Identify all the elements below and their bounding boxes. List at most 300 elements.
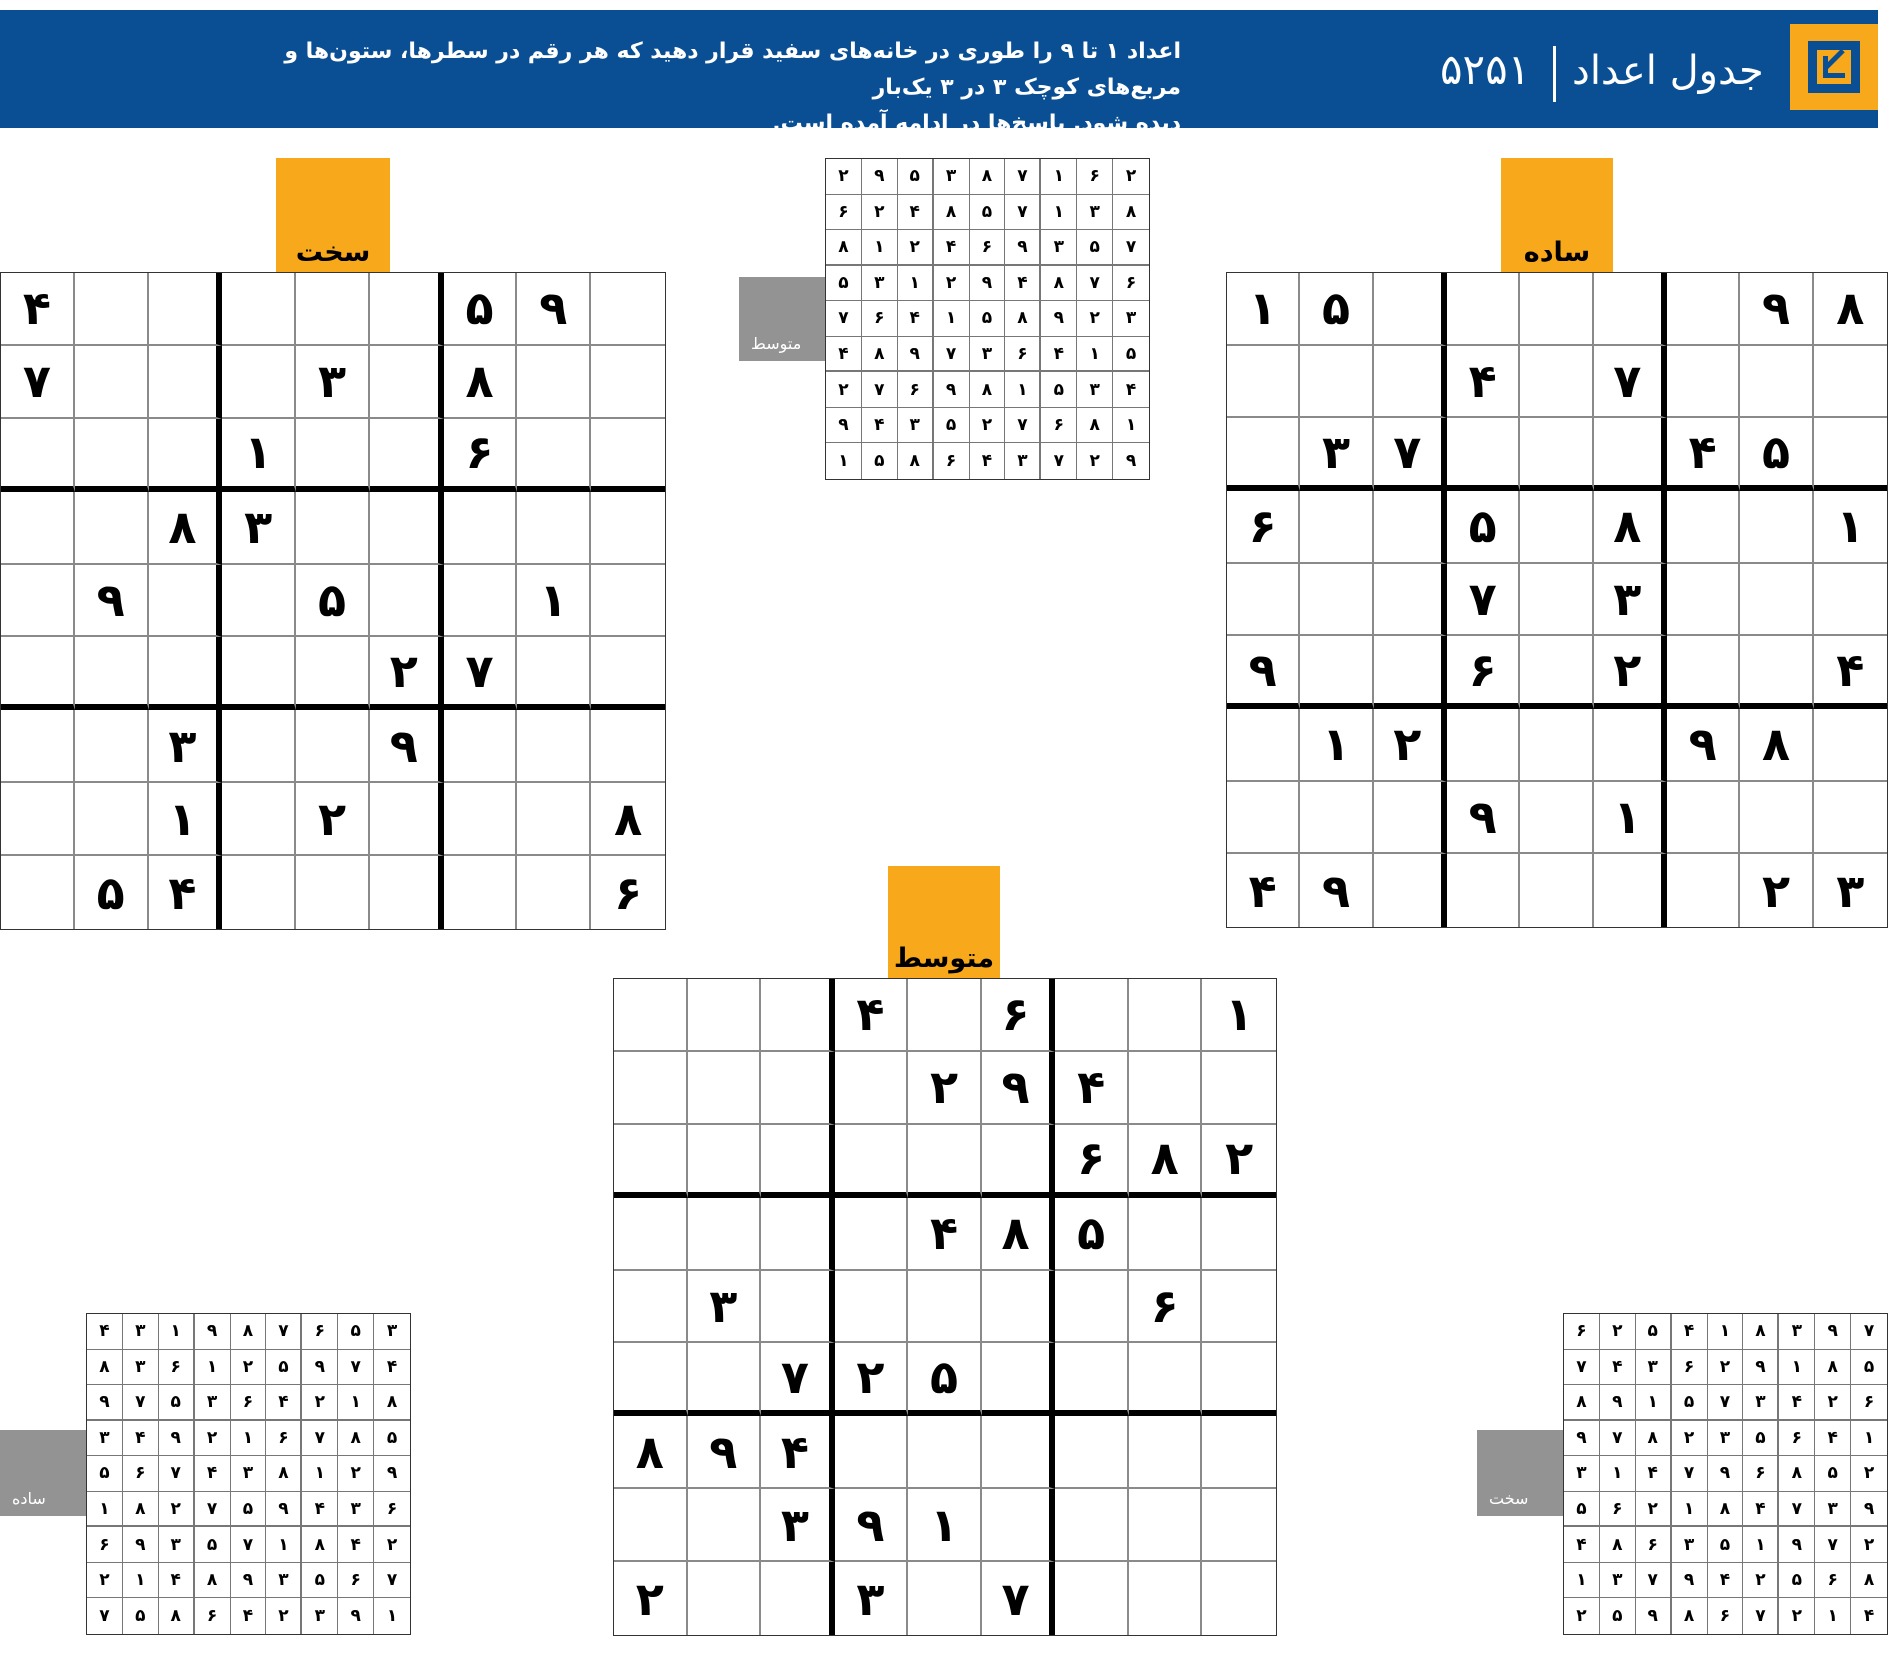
grid-cell: ۴ (1743, 1492, 1779, 1528)
grid-cell[interactable] (1374, 273, 1447, 346)
grid-cell[interactable] (591, 492, 665, 565)
grid-cell[interactable] (1374, 346, 1447, 419)
grid-cell: ۸ (1708, 1492, 1744, 1528)
grid-cell: ۳ (374, 1314, 410, 1350)
grid-cell: ۶ (159, 1350, 195, 1386)
grid-cell[interactable] (1202, 1052, 1276, 1125)
grid-cell: ۹ (87, 1385, 123, 1421)
grid-cell[interactable] (1129, 1343, 1203, 1416)
grid-cell[interactable] (614, 1271, 688, 1344)
grid-cell[interactable] (1202, 1271, 1276, 1344)
grid-cell: ۴ (1, 273, 75, 346)
grid-cell: ۵ (1636, 1314, 1672, 1350)
grid-cell: ۷ (1708, 1385, 1744, 1421)
grid-cell[interactable] (149, 419, 223, 492)
grid-cell: ۵ (1600, 1598, 1636, 1634)
grid-cell: ۵ (1564, 1492, 1600, 1528)
grid-cell[interactable] (591, 637, 665, 710)
grid-cell[interactable] (517, 419, 591, 492)
grid-cell[interactable] (370, 346, 444, 419)
grid-cell: ۴ (231, 1598, 267, 1634)
grid-cell: ۴ (1227, 854, 1300, 927)
grid-cell: ۸ (1564, 1385, 1600, 1421)
grid-cell: ۲ (1077, 443, 1113, 479)
grid-cell[interactable] (1814, 564, 1887, 637)
grid-cell[interactable] (517, 783, 591, 856)
grid-cell: ۱ (1672, 1492, 1708, 1528)
grid-cell[interactable] (1, 492, 75, 565)
grid-cell[interactable] (1447, 709, 1520, 782)
grid-cell[interactable] (688, 1052, 762, 1125)
grid-cell[interactable] (908, 1416, 982, 1489)
grid-cell: ۲ (1672, 1421, 1708, 1457)
grid-cell: ۷ (982, 1562, 1056, 1635)
grid-cell[interactable] (75, 419, 149, 492)
grid-cell: ۱ (159, 1314, 195, 1350)
grid-cell[interactable] (591, 565, 665, 638)
grid-cell: ۳ (1077, 195, 1113, 231)
grid-cell: ۷ (302, 1421, 338, 1457)
grid-cell[interactable] (761, 1271, 835, 1344)
grid-cell: ۶ (862, 301, 898, 337)
grid-cell: ۴ (1041, 337, 1077, 373)
grid-cell: ۷ (761, 1343, 835, 1416)
grid-cell[interactable] (1, 637, 75, 710)
grid-cell[interactable] (1202, 1198, 1276, 1271)
grid-cell: ۸ (159, 1598, 195, 1634)
grid-cell: ۸ (982, 1198, 1056, 1271)
grid-cell: ۷ (1743, 1598, 1779, 1634)
grid-cell[interactable] (1129, 1052, 1203, 1125)
grid-cell[interactable] (688, 1562, 762, 1635)
grid-cell: ۵ (1300, 273, 1373, 346)
grid-cell[interactable] (1740, 564, 1813, 637)
grid-cell[interactable] (1740, 346, 1813, 419)
grid-cell[interactable] (296, 637, 370, 710)
grid-cell[interactable] (296, 710, 370, 783)
grid-cell[interactable] (761, 1125, 835, 1198)
grid-cell[interactable] (1227, 564, 1300, 637)
grid-cell: ۶ (826, 195, 862, 231)
grid-cell: ۱ (908, 1489, 982, 1562)
grid-cell[interactable] (1594, 418, 1667, 491)
grid-cell: ۴ (1672, 1314, 1708, 1350)
grid-cell[interactable] (222, 710, 296, 783)
grid-cell[interactable] (370, 492, 444, 565)
grid-cell[interactable] (614, 1125, 688, 1198)
grid-cell: ۸ (302, 1527, 338, 1563)
grid-cell[interactable] (1129, 1489, 1203, 1562)
grid-cell[interactable] (688, 1125, 762, 1198)
grid-cell[interactable] (222, 273, 296, 346)
grid-cell[interactable] (444, 783, 518, 856)
grid-cell: ۶ (374, 1492, 410, 1528)
grid-cell: ۵ (1447, 491, 1520, 564)
grid-cell[interactable] (1374, 782, 1447, 855)
grid-cell[interactable] (1520, 273, 1593, 346)
grid-cell[interactable] (1740, 491, 1813, 564)
grid-cell: ۹ (159, 1421, 195, 1457)
grid-cell[interactable] (591, 346, 665, 419)
grid-cell: ۹ (517, 273, 591, 346)
grid-cell: ۶ (87, 1527, 123, 1563)
grid-cell[interactable] (1740, 782, 1813, 855)
grid-cell: ۳ (898, 408, 934, 444)
grid-cell: ۴ (374, 1350, 410, 1386)
grid-cell: ۳ (835, 1562, 909, 1635)
grid-cell[interactable] (296, 856, 370, 929)
grid-cell: ۵ (1077, 230, 1113, 266)
grid-cell[interactable] (1520, 346, 1593, 419)
grid-cell[interactable] (1300, 491, 1373, 564)
grid-cell[interactable] (1300, 636, 1373, 709)
grid-cell[interactable] (1, 565, 75, 638)
grid-cell: ۳ (1300, 418, 1373, 491)
grid-cell[interactable] (1202, 1416, 1276, 1489)
grid-cell: ۲ (338, 1456, 374, 1492)
grid-cell: ۲ (835, 1343, 909, 1416)
grid-cell[interactable] (370, 273, 444, 346)
grid-cell: ۴ (1708, 1563, 1744, 1599)
grid-cell[interactable] (1227, 782, 1300, 855)
grid-cell[interactable] (908, 979, 982, 1052)
grid-cell: ۹ (1600, 1385, 1636, 1421)
grid-cell: ۳ (231, 1456, 267, 1492)
grid-cell[interactable] (835, 1416, 909, 1489)
grid-cell[interactable] (982, 1416, 1056, 1489)
grid-cell: ۹ (1125, 451, 1137, 472)
grid-cell[interactable] (1129, 1562, 1203, 1635)
grid-cell[interactable] (149, 346, 223, 419)
grid-cell: ۲ (934, 266, 970, 302)
grid-cell[interactable] (614, 1198, 688, 1271)
grid-cell[interactable] (222, 856, 296, 929)
grid-cell[interactable] (75, 783, 149, 856)
grid-cell: ۱ (1743, 1527, 1779, 1563)
grid-cell: ۸ (826, 230, 862, 266)
grid-cell[interactable] (1520, 636, 1593, 709)
grid-cell[interactable] (75, 346, 149, 419)
grid-cell: ۷ (1041, 443, 1077, 479)
grid-cell[interactable] (835, 1198, 909, 1271)
grid-cell[interactable] (75, 710, 149, 783)
grid-cell[interactable] (222, 637, 296, 710)
issue-number: ۵۲۵۱ (1440, 45, 1531, 94)
grid-cell: ۳ (1113, 301, 1149, 337)
grid-cell: ۱ (1594, 782, 1667, 855)
grid-cell[interactable] (1300, 346, 1373, 419)
grid-cell[interactable] (1814, 782, 1887, 855)
grid-cell: ۶ (982, 979, 1056, 1052)
grid-cell[interactable] (1202, 1489, 1276, 1562)
grid-cell[interactable] (1520, 418, 1593, 491)
grid-cell[interactable] (517, 346, 591, 419)
grid-cell[interactable] (908, 1125, 982, 1198)
grid-cell: ۳ (123, 1314, 159, 1350)
grid-cell[interactable] (75, 492, 149, 565)
grid-cell[interactable] (517, 637, 591, 710)
grid-cell[interactable] (761, 1052, 835, 1125)
grid-cell: ۹ (898, 337, 934, 373)
grid-cell: ۶ (1564, 1314, 1600, 1350)
grid-cell: ۱ (934, 301, 970, 337)
grid-cell[interactable] (444, 492, 518, 565)
grid-cell: ۳ (761, 1489, 835, 1562)
grid-cell[interactable] (614, 1343, 688, 1416)
grid-cell[interactable] (1667, 636, 1740, 709)
grid-cell[interactable] (296, 273, 370, 346)
grid-cell: ۵ (123, 1598, 159, 1634)
grid-cell: ۴ (87, 1314, 123, 1350)
grid-cell: ۵ (338, 1314, 374, 1350)
grid-cell[interactable] (1520, 709, 1593, 782)
grid-cell: ۴ (934, 230, 970, 266)
grid-cell[interactable] (1202, 1562, 1276, 1635)
grid-cell[interactable] (761, 979, 835, 1052)
grid-cell[interactable] (1227, 709, 1300, 782)
answer-easy-label: ساده (12, 1489, 46, 1508)
grid-cell: ۷ (159, 1456, 195, 1492)
grid-cell[interactable] (222, 565, 296, 638)
grid-cell[interactable] (1814, 346, 1887, 419)
grid-cell[interactable] (1202, 1343, 1276, 1416)
grid-cell[interactable] (982, 1489, 1056, 1562)
grid-cell[interactable] (1520, 564, 1593, 637)
grid-cell: ۶ (1113, 266, 1149, 302)
grid-cell[interactable] (908, 1271, 982, 1344)
grid-cell[interactable] (149, 565, 223, 638)
grid-cell[interactable] (1055, 1489, 1129, 1562)
grid-cell: ۵ (444, 273, 518, 346)
grid-cell[interactable] (761, 1562, 835, 1635)
grid-cell: ۸ (1814, 273, 1887, 346)
grid-cell[interactable] (1814, 709, 1887, 782)
grid-cell[interactable] (614, 979, 688, 1052)
grid-cell: ۹ (1564, 1421, 1600, 1457)
grid-cell[interactable] (982, 1125, 1056, 1198)
grid-cell: ۲ (231, 1350, 267, 1386)
medium-puzzle-tag (888, 866, 1000, 978)
grid-cell[interactable] (1129, 1198, 1203, 1271)
grid-cell[interactable] (982, 1271, 1056, 1344)
grid-cell[interactable] (517, 492, 591, 565)
grid-cell[interactable] (444, 856, 518, 929)
grid-cell[interactable] (1, 419, 75, 492)
grid-cell: ۲ (898, 230, 934, 266)
grid-cell: ۴ (1815, 1421, 1851, 1457)
grid-cell[interactable] (1667, 854, 1740, 927)
grid-cell[interactable] (688, 979, 762, 1052)
grid-cell: ۶ (1600, 1492, 1636, 1528)
grid-cell[interactable] (1227, 418, 1300, 491)
grid-cell[interactable] (370, 565, 444, 638)
grid-cell: ۹ (75, 565, 149, 638)
grid-cell[interactable] (1300, 782, 1373, 855)
grid-cell[interactable] (1520, 491, 1593, 564)
grid-cell[interactable] (75, 273, 149, 346)
grid-cell: ۹ (338, 1598, 374, 1634)
grid-cell: ۵ (826, 266, 862, 302)
grid-cell: ۱ (1005, 372, 1041, 408)
grid-cell[interactable] (1447, 418, 1520, 491)
grid-cell[interactable] (835, 1271, 909, 1344)
grid-cell: ۳ (123, 1350, 159, 1386)
grid-cell[interactable] (1, 710, 75, 783)
grid-cell: ۱ (222, 419, 296, 492)
grid-cell[interactable] (370, 783, 444, 856)
grid-cell: ۴ (826, 337, 862, 373)
grid-cell[interactable] (1129, 1416, 1203, 1489)
grid-cell[interactable] (614, 1489, 688, 1562)
grid-cell: ۴ (1564, 1527, 1600, 1563)
grid-cell[interactable] (614, 1052, 688, 1125)
grid-cell: ۱ (1227, 273, 1300, 346)
grid-cell: ۱ (517, 565, 591, 638)
grid-cell[interactable] (1227, 346, 1300, 419)
grid-cell: ۳ (149, 710, 223, 783)
grid-cell[interactable] (1447, 273, 1520, 346)
medium-puzzle-label: متوسط (893, 943, 995, 974)
grid-cell[interactable] (1374, 491, 1447, 564)
grid-cell[interactable] (1594, 709, 1667, 782)
grid-cell: ۲ (862, 195, 898, 231)
grid-cell[interactable] (835, 1125, 909, 1198)
grid-cell[interactable] (1055, 1562, 1129, 1635)
grid-cell: ۲ (1708, 1350, 1744, 1386)
grid-cell[interactable] (591, 273, 665, 346)
grid-cell[interactable] (1667, 346, 1740, 419)
grid-cell: ۲ (1636, 1492, 1672, 1528)
grid-cell: ۵ (87, 1456, 123, 1492)
grid-cell: ۲ (1779, 1598, 1815, 1634)
grid-cell: ۴ (1863, 1606, 1875, 1627)
grid-cell[interactable] (1, 783, 75, 856)
grid-cell: ۴ (1113, 372, 1149, 408)
grid-cell[interactable] (688, 1198, 762, 1271)
grid-cell: ۶ (231, 1385, 267, 1421)
grid-cell: ۹ (1005, 230, 1041, 266)
grid-cell[interactable] (688, 1489, 762, 1562)
grid-cell[interactable] (1055, 1271, 1129, 1344)
grid-cell[interactable] (688, 1343, 762, 1416)
grid-cell: ۱ (1636, 1385, 1672, 1421)
grid-cell: ۳ (266, 1563, 302, 1599)
grid-cell: ۴ (1667, 418, 1740, 491)
grid-cell[interactable] (1667, 564, 1740, 637)
grid-cell: ۹ (374, 1456, 410, 1492)
grid-cell: ۳ (195, 1385, 231, 1421)
grid-cell: ۸ (374, 1385, 410, 1421)
grid-cell[interactable] (370, 419, 444, 492)
grid-cell: ۳ (1708, 1421, 1744, 1457)
grid-cell: ۳ (1564, 1456, 1600, 1492)
grid-cell[interactable] (1374, 636, 1447, 709)
grid-cell: ۸ (1815, 1350, 1851, 1386)
grid-cell: ۴ (266, 1385, 302, 1421)
grid-cell: ۱ (386, 1606, 398, 1627)
grid-cell[interactable] (591, 710, 665, 783)
grid-cell[interactable] (222, 783, 296, 856)
grid-cell: ۵ (1055, 1198, 1129, 1271)
grid-cell[interactable] (835, 1052, 909, 1125)
grid-cell[interactable] (1740, 636, 1813, 709)
grid-cell[interactable] (149, 637, 223, 710)
grid-cell[interactable] (370, 856, 444, 929)
grid-cell: ۴ (1447, 346, 1520, 419)
grid-cell: ۸ (87, 1350, 123, 1386)
grid-cell[interactable] (1814, 418, 1887, 491)
grid-cell[interactable] (1520, 782, 1593, 855)
grid-cell[interactable] (1520, 854, 1593, 927)
answer-hard-label: سخت (1489, 1489, 1529, 1508)
grid-cell[interactable] (444, 710, 518, 783)
grid-cell: ۶ (1851, 1385, 1887, 1421)
grid-cell: ۸ (266, 1456, 302, 1492)
grid-cell[interactable] (149, 273, 223, 346)
grid-cell[interactable] (1447, 854, 1520, 927)
grid-cell: ۹ (1743, 1350, 1779, 1386)
grid-cell[interactable] (591, 419, 665, 492)
grid-cell[interactable] (982, 1343, 1056, 1416)
instructions-line-2: دیده شود. پاسخ‌ها در ادامه آمده است. (772, 111, 1181, 136)
grid-cell[interactable] (1300, 564, 1373, 637)
grid-cell[interactable] (1667, 273, 1740, 346)
grid-cell[interactable] (1374, 564, 1447, 637)
grid-cell: ۶ (934, 443, 970, 479)
grid-cell[interactable] (761, 1198, 835, 1271)
grid-cell: ۸ (195, 1563, 231, 1599)
arrow-down-left-icon (1808, 41, 1860, 93)
grid-cell[interactable] (296, 419, 370, 492)
grid-cell: ۱ (1600, 1456, 1636, 1492)
grid-cell: ۳ (1672, 1527, 1708, 1563)
grid-cell[interactable] (222, 346, 296, 419)
grid-cell: ۲ (1740, 854, 1813, 927)
grid-cell[interactable] (1, 856, 75, 929)
grid-cell: ۹ (266, 1492, 302, 1528)
grid-cell: ۲ (614, 1562, 688, 1635)
grid-cell: ۱ (1564, 1563, 1600, 1599)
grid-cell[interactable] (1374, 854, 1447, 927)
grid-cell: ۴ (1814, 636, 1887, 709)
grid-cell: ۶ (1447, 636, 1520, 709)
grid-cell: ۹ (862, 159, 898, 195)
grid-cell: ۳ (87, 1421, 123, 1457)
grid-cell[interactable] (908, 1562, 982, 1635)
grid-cell[interactable] (1667, 491, 1740, 564)
grid-cell[interactable] (75, 637, 149, 710)
grid-cell[interactable] (1055, 979, 1129, 1052)
grid-cell: ۲ (1564, 1598, 1600, 1634)
grid-cell[interactable] (1055, 1343, 1129, 1416)
instructions-line-1: اعداد ۱ تا ۹ را طوری در خانه‌های سفید قرار دهید که هر رقم در سطرها، ستون‌ها و مربع‌های کوچک ۳ در ۳ یک‌بار (284, 39, 1181, 100)
grid-cell: ۵ (75, 856, 149, 929)
grid-cell: ۲ (1851, 1456, 1887, 1492)
grid-cell[interactable] (1594, 273, 1667, 346)
grid-cell[interactable] (1667, 782, 1740, 855)
grid-cell[interactable] (517, 856, 591, 929)
answer-medium-label-box (739, 277, 825, 361)
grid-cell[interactable] (1594, 854, 1667, 927)
grid-cell[interactable] (1055, 1416, 1129, 1489)
grid-cell: ۱ (1202, 979, 1276, 1052)
grid-cell[interactable] (1129, 979, 1203, 1052)
grid-cell[interactable] (296, 492, 370, 565)
grid-cell[interactable] (444, 565, 518, 638)
grid-cell[interactable] (517, 710, 591, 783)
grid-cell: ۳ (1077, 372, 1113, 408)
grid-cell: ۴ (159, 1563, 195, 1599)
